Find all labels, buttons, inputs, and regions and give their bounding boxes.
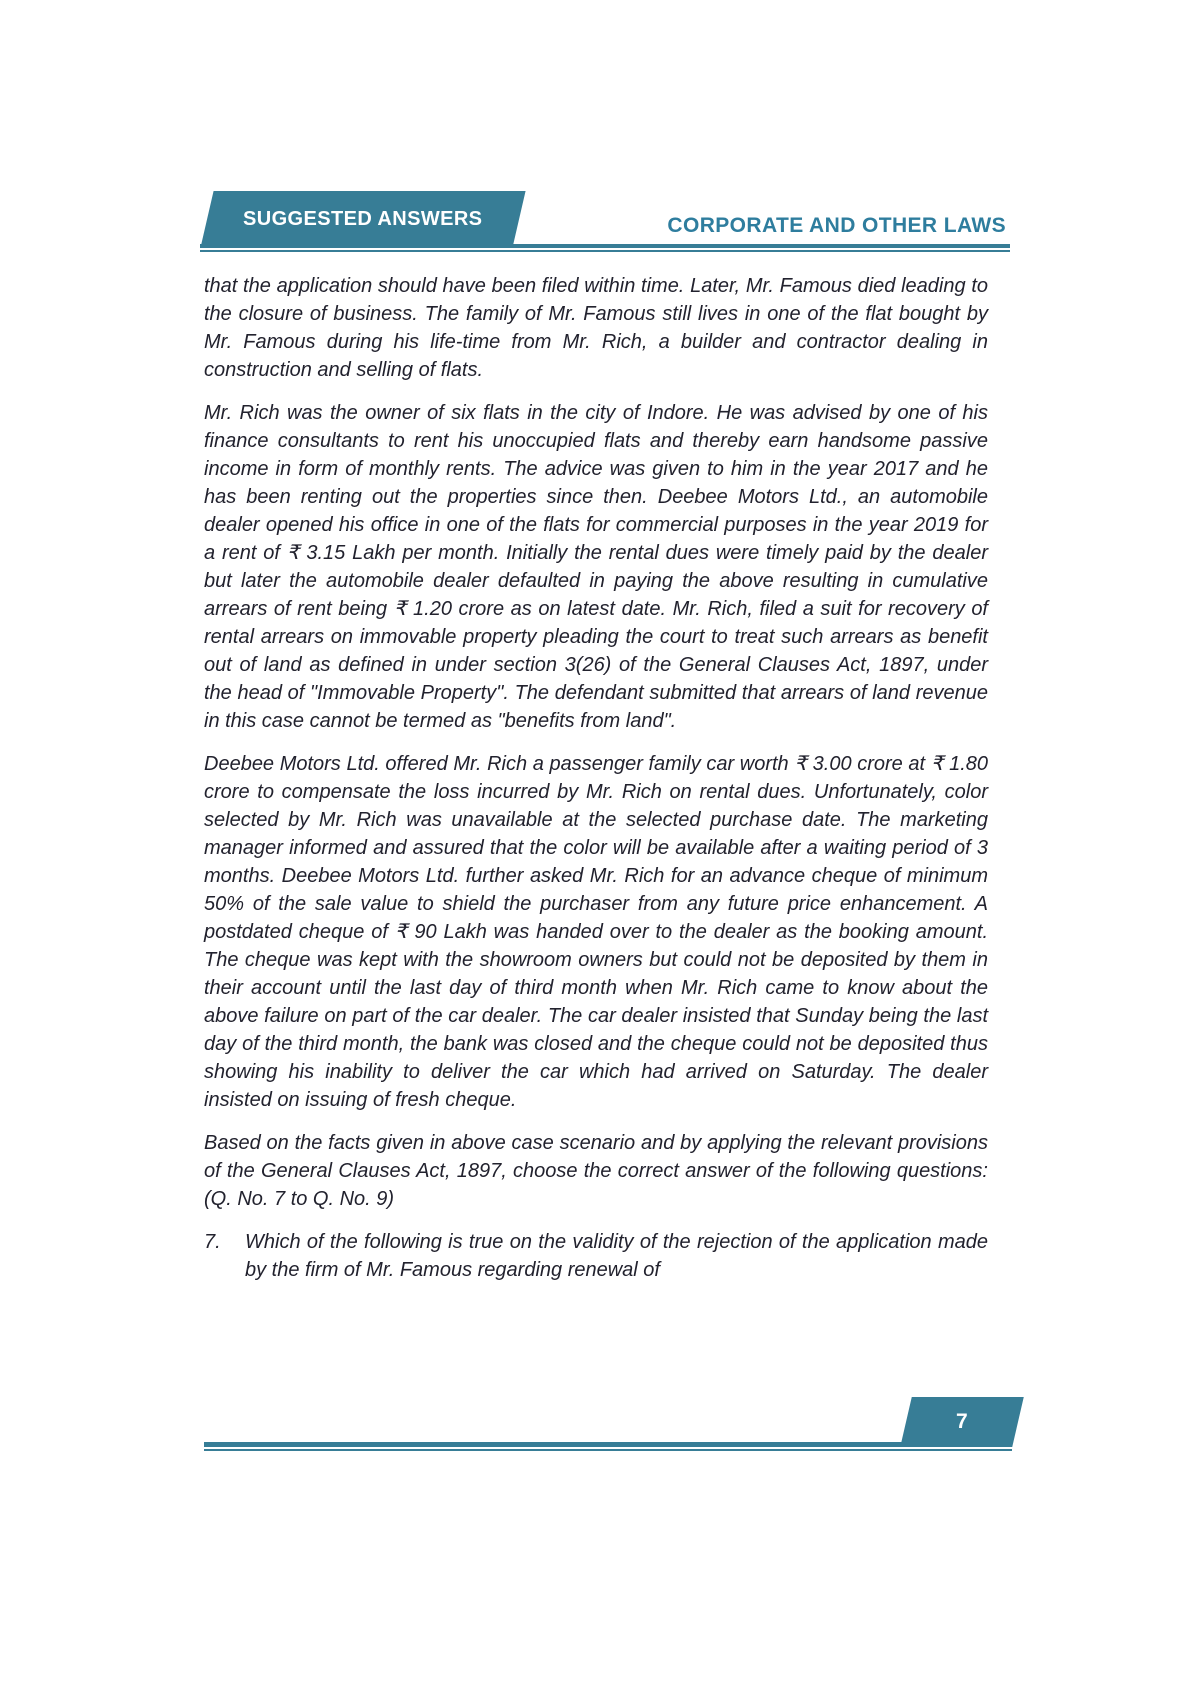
- case-scenario-text: [204, 272, 988, 1299]
- header-ribbon: [200, 191, 525, 248]
- divider-rule-thin: [200, 250, 1010, 252]
- page-number: 7: [956, 1410, 968, 1433]
- question-text: Which of the following is true on the validity of the rejection of the application made by the firm of Mr. Famous regarding renewal of: [245, 1231, 988, 1281]
- header-ribbon-label: SUGGESTED ANSWERS: [243, 208, 483, 230]
- paragraph-intro: that the application should have been filed within time. Later, Mr. Famous died leading to the closure of business. The family of Mr. Famous still lives in one of the flat bought by Mr. Famous during his life-time from Mr. Rich, a builder and contractor dealing in construction and selling of flats.: [204, 275, 988, 381]
- footer-divider: [204, 1442, 1012, 1451]
- page-title: CORPORATE AND OTHER LAWS: [667, 214, 1006, 237]
- question-item-7: [204, 1228, 988, 1299]
- paragraph-instructions: Based on the facts given in above case scenario and by applying the relevant provisions of the General Clauses Act, 1897, choose the correct answer of the following questions: (Q. No. 7 to Q. No. 9): [204, 1132, 988, 1210]
- question-number: 7.: [204, 1231, 221, 1253]
- page-number-badge: [900, 1397, 1024, 1447]
- paragraph-deebee-motors-offer: Deebee Motors Ltd. offered Mr. Rich a passenger family car worth ₹ 3.00 crore at ₹ 1.80 crore to compensate the loss incurred by Mr. Rich on rental dues. Unfortunately, color selected by Mr. Rich was unavailable at the selected purchase date. The marketing manager informed and assured that the color will be available after a waiting period of 3 months. Deebee Motors Ltd. further asked Mr. Rich for an advance cheque of minimum 50% of the sale value to shield the purchaser from any future price enhancement. A postdated cheque of ₹ 90 Lakh was handed over to the dealer as the booking amount. The cheque was kept with the showroom owners but could not be deposited by them in their account until the last day of third month when Mr. Rich came to know about the above failure on part of the car dealer. The car dealer insisted that Sunday being the last day of the third month, the bank was closed and the cheque could not be deposited thus showing his inability to deliver the car which had arrived on Saturday. The dealer insisted on issuing of fresh cheque.: [204, 753, 988, 1111]
- paragraph-mr-rich-flats: Mr. Rich was the owner of six flats in the city of Indore. He was advised by one of his finance consultants to rent his unoccupied flats and thereby earn handsome passive income in form of monthly rents. The advice was given to him in the year 2017 and he has been renting out the properties since then. Deebee Motors Ltd., an automobile dealer opened his office in one of the flats for commercial purposes in the year 2019 for a rent of ₹ 3.15 Lakh per month. Initially the rental dues were timely paid by the dealer but later the automobile dealer defaulted in paying the above resulting in cumulative arrears of rent being ₹ 1.20 crore as on latest date. Mr. Rich, filed a suit for recovery of rental arrears on immovable property pleading the court to treat such arrears as benefit out of land as defined in under section 3(26) of the General Clauses Act, 1897, under the head of "Immovable Property". The defendant submitted that arrears of land revenue in this case cannot be termed as "benefits from land".: [204, 402, 988, 732]
- divider-rule-thin: [204, 1449, 1012, 1451]
- divider-rule-thick: [204, 1442, 1012, 1447]
